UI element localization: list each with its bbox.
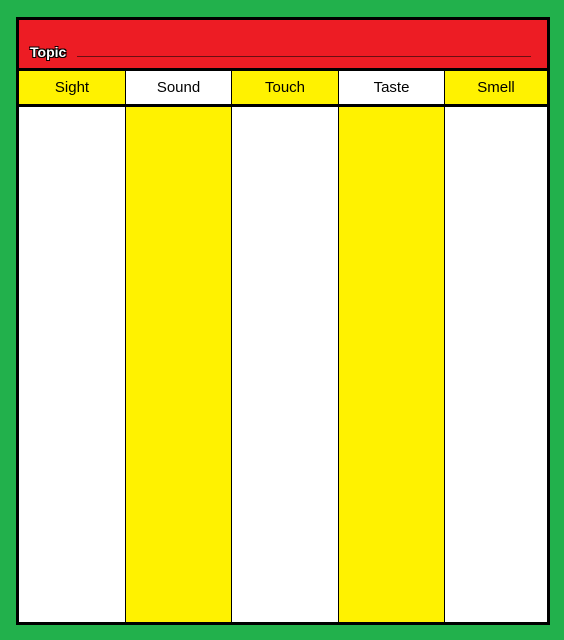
column-header-sound: Sound [126,71,231,107]
column-body-sight[interactable] [19,107,125,622]
senses-chart-sheet [16,17,550,625]
column-smell [444,71,547,622]
column-header-smell: Smell [445,71,547,107]
topic-bar [19,20,547,71]
topic-label: Topic [30,44,67,60]
column-header-sight: Sight [19,71,125,107]
senses-columns [19,71,547,622]
column-header-touch: Touch [232,71,338,107]
column-body-smell[interactable] [445,107,547,622]
column-body-taste[interactable] [339,107,444,622]
column-touch [231,71,338,622]
column-body-sound[interactable] [126,107,231,622]
topic-write-line[interactable] [77,56,531,57]
column-header-taste: Taste [339,71,444,107]
column-taste [338,71,444,622]
column-sound [125,71,231,622]
column-body-touch[interactable] [232,107,338,622]
column-sight [19,71,125,622]
